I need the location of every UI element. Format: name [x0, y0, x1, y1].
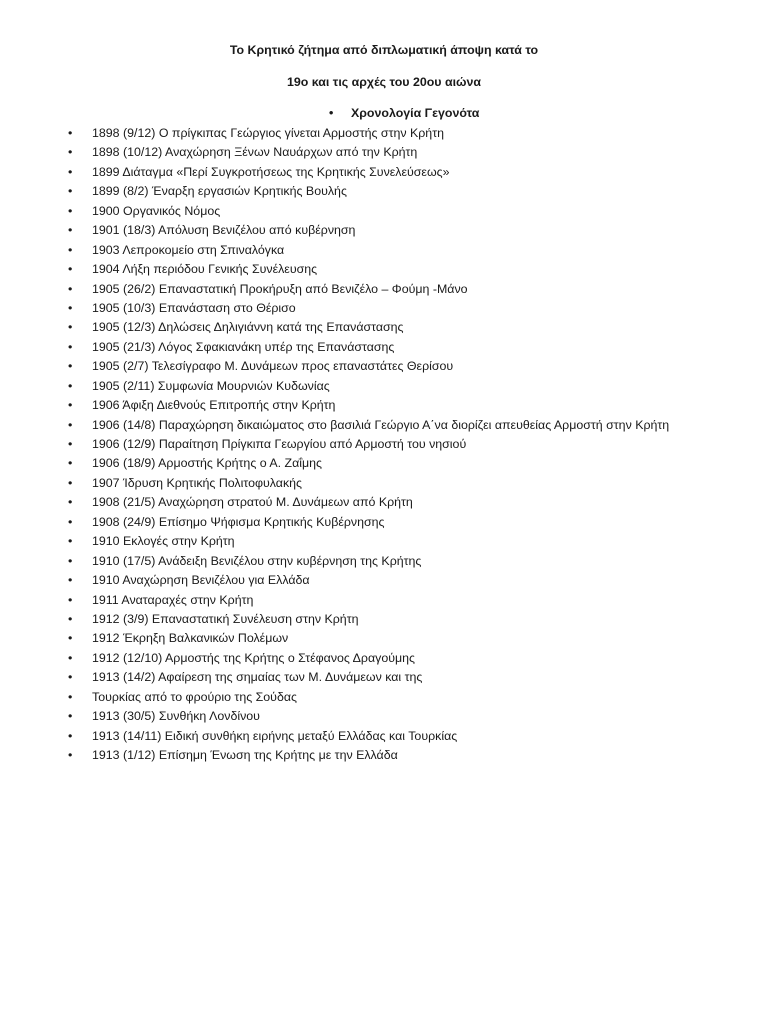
list-item — [0, 435, 768, 454]
bullet-icon: • — [68, 398, 73, 413]
bullet-icon: • — [68, 223, 73, 238]
list-item — [0, 357, 768, 376]
bullet-icon: • — [68, 262, 73, 277]
document-title-line-2: 19ο και τις αρχές του 20ου αιώνα — [287, 75, 481, 89]
bullet-icon: • — [68, 417, 73, 432]
bullet-icon: • — [68, 164, 73, 179]
bullet-icon: • — [68, 359, 73, 374]
bullet-icon: • — [68, 437, 73, 451]
event-text: 1911 Αναταραχές στην Κρήτη — [92, 592, 254, 607]
bullet-icon: • — [68, 126, 73, 140]
bullet-icon: • — [329, 106, 334, 120]
events-list — [0, 124, 768, 765]
event-text: 1904 Λήξη περιόδου Γενικής Συνέλευσης — [92, 262, 318, 277]
event-text: 1906 (18/9) Αρμοστής Κρήτης ο Α. Ζαΐμης — [92, 456, 323, 471]
bullet-icon: • — [68, 709, 73, 724]
bullet-icon: • — [68, 553, 73, 568]
bullet-icon: • — [68, 145, 73, 160]
event-text: 1913 (1/12) Επίσημη Ένωση της Κρήτης με την Ελλάδα — [92, 748, 398, 762]
bullet-icon: • — [68, 320, 73, 335]
event-text: 1905 (10/3) Επανάσταση στο Θέρισο — [92, 300, 296, 315]
event-text: 1912 Έκρηξη Βαλκανικών Πολέμων — [92, 631, 289, 646]
bullet-icon: • — [68, 281, 73, 296]
list-item — [0, 688, 768, 707]
list-item — [0, 513, 768, 532]
event-text: 1907 Ίδρυση Κρητικής Πολιτοφυλακής — [92, 475, 303, 490]
event-text: 1913 (14/2) Αφαίρεση της σημαίας των Μ. Δυνάμεων και της — [92, 670, 423, 685]
event-text: 1910 (17/5) Ανάδειξη Βενιζέλου στην κυβέρνηση της Κρήτης — [92, 553, 422, 568]
list-item — [0, 241, 768, 260]
bullet-icon: • — [68, 514, 73, 529]
bullet-icon: • — [68, 475, 73, 490]
document-title-line-1: Το Κρητικό ζήτημα από διπλωματική άποψη κατά το — [229, 43, 539, 57]
list-item — [0, 727, 768, 746]
event-text: 1905 (12/3) Δηλώσεις Δηλιγιάννη κατά της Επανάστασης — [92, 320, 404, 335]
bullet-icon: • — [68, 203, 73, 218]
event-text: 1905 (2/11) Συμφωνία Μουρνιών Κυδωνίας — [92, 378, 330, 393]
list-item — [0, 163, 768, 182]
list-item — [0, 707, 768, 726]
bullet-icon: • — [68, 631, 73, 646]
event-text: 1898 (9/12) Ο πρίγκιπας Γεώργιος γίνεται Αρμοστής στην Κρήτη — [92, 126, 444, 140]
event-text: 1908 (21/5) Αναχώρηση στρατού Μ. Δυνάμεων από Κρήτη — [92, 495, 413, 510]
list-item — [0, 143, 768, 162]
event-text: 1899 (8/2) Έναρξη εργασιών Κρητικής Βουλής — [92, 184, 347, 199]
event-text: 1912 (12/10) Αρμοστής της Κρήτης ο Στέφανος Δραγούμης — [92, 650, 416, 665]
bullet-icon: • — [68, 592, 73, 607]
bullet-icon: • — [68, 339, 73, 354]
list-item — [0, 649, 768, 668]
event-text: 1906 (14/8) Παραχώρηση δικαιώματος στο βασιλιά Γεώργιο Α΄να διορίζει απευθείας Αρμοστή στην Κρήτη — [92, 417, 670, 432]
list-item — [0, 532, 768, 551]
bullet-icon: • — [68, 184, 73, 199]
event-text: 1903 Λεπροκομείο στη Σπιναλόγκα — [92, 242, 285, 257]
event-text: 1910 Αναχώρηση Βενιζέλου για Ελλάδα — [92, 573, 310, 588]
list-item — [0, 318, 768, 337]
list-item — [0, 552, 768, 571]
list-item — [0, 416, 768, 435]
list-item — [0, 299, 768, 318]
bullet-icon: • — [68, 650, 73, 665]
bullet-icon: • — [68, 748, 73, 762]
list-item — [0, 202, 768, 221]
list-item — [0, 610, 768, 629]
event-text: 1912 (3/9) Επαναστατική Συνέλευση στην Κρήτη — [92, 611, 359, 626]
bullet-icon: • — [68, 456, 73, 471]
list-item — [0, 591, 768, 610]
subheading-text: Χρονολογία Γεγονότα — [351, 106, 480, 120]
list-item — [0, 338, 768, 357]
list-item — [0, 280, 768, 299]
list-item — [0, 571, 768, 590]
list-item — [0, 668, 768, 687]
event-text: 1913 (14/11) Ειδική συνθήκη ειρήνης μεταξύ Ελλάδας και Τουρκίας — [92, 728, 458, 743]
list-item — [0, 124, 768, 143]
event-text: 1900 Οργανικός Νόμος — [92, 203, 221, 218]
list-item — [0, 396, 768, 415]
list-item — [0, 629, 768, 648]
bullet-icon: • — [68, 728, 73, 743]
list-item — [0, 182, 768, 201]
bullet-icon: • — [68, 534, 73, 549]
event-text: Τουρκίας από το φρούριο της Σούδας — [92, 689, 297, 704]
bullet-icon: • — [68, 300, 73, 315]
bullet-icon: • — [68, 611, 73, 626]
event-text: 1910 Εκλογές στην Κρήτη — [92, 534, 235, 549]
event-text: 1905 (21/3) Λόγος Σφακιανάκη υπέρ της Επανάστασης — [92, 339, 395, 354]
event-text: 1899 Διάταγμα «Περί Συγκροτήσεως της Κρητικής Συνελεύσεως» — [92, 164, 450, 179]
event-text: 1901 (18/3) Απόλυση Βενιζέλου από κυβέρνηση — [92, 223, 356, 238]
bullet-icon: • — [68, 689, 73, 704]
list-item — [0, 260, 768, 279]
event-text: 1905 (2/7) Τελεσίγραφο Μ. Δυνάμεων προς επαναστάτες Θερίσου — [92, 359, 454, 374]
list-item — [0, 221, 768, 240]
event-text: 1906 Άφιξη Διεθνούς Επιτροπής στην Κρήτη — [92, 398, 336, 413]
bullet-icon: • — [68, 573, 73, 588]
list-item — [0, 454, 768, 473]
list-item — [0, 474, 768, 493]
event-text: 1898 (10/12) Αναχώρηση Ξένων Ναυάρχων από την Κρήτη — [92, 145, 418, 160]
list-item — [0, 493, 768, 512]
event-text: 1908 (24/9) Επίσημο Ψήφισμα Κρητικής Κυβέρνησης — [92, 514, 385, 529]
list-item — [0, 377, 768, 396]
bullet-icon: • — [68, 242, 73, 257]
bullet-icon: • — [68, 670, 73, 685]
bullet-icon: • — [68, 378, 73, 393]
event-text: 1906 (12/9) Παραίτηση Πρίγκιπα Γεωργίου από Αρμοστή του νησιού — [92, 437, 467, 451]
event-text: 1913 (30/5) Συνθήκη Λονδίνου — [92, 709, 260, 724]
list-item — [0, 746, 768, 765]
bullet-icon: • — [68, 495, 73, 510]
event-text: 1905 (26/2) Επαναστατική Προκήρυξη από Βενιζέλο – Φούμη -Μάνο — [92, 281, 468, 296]
